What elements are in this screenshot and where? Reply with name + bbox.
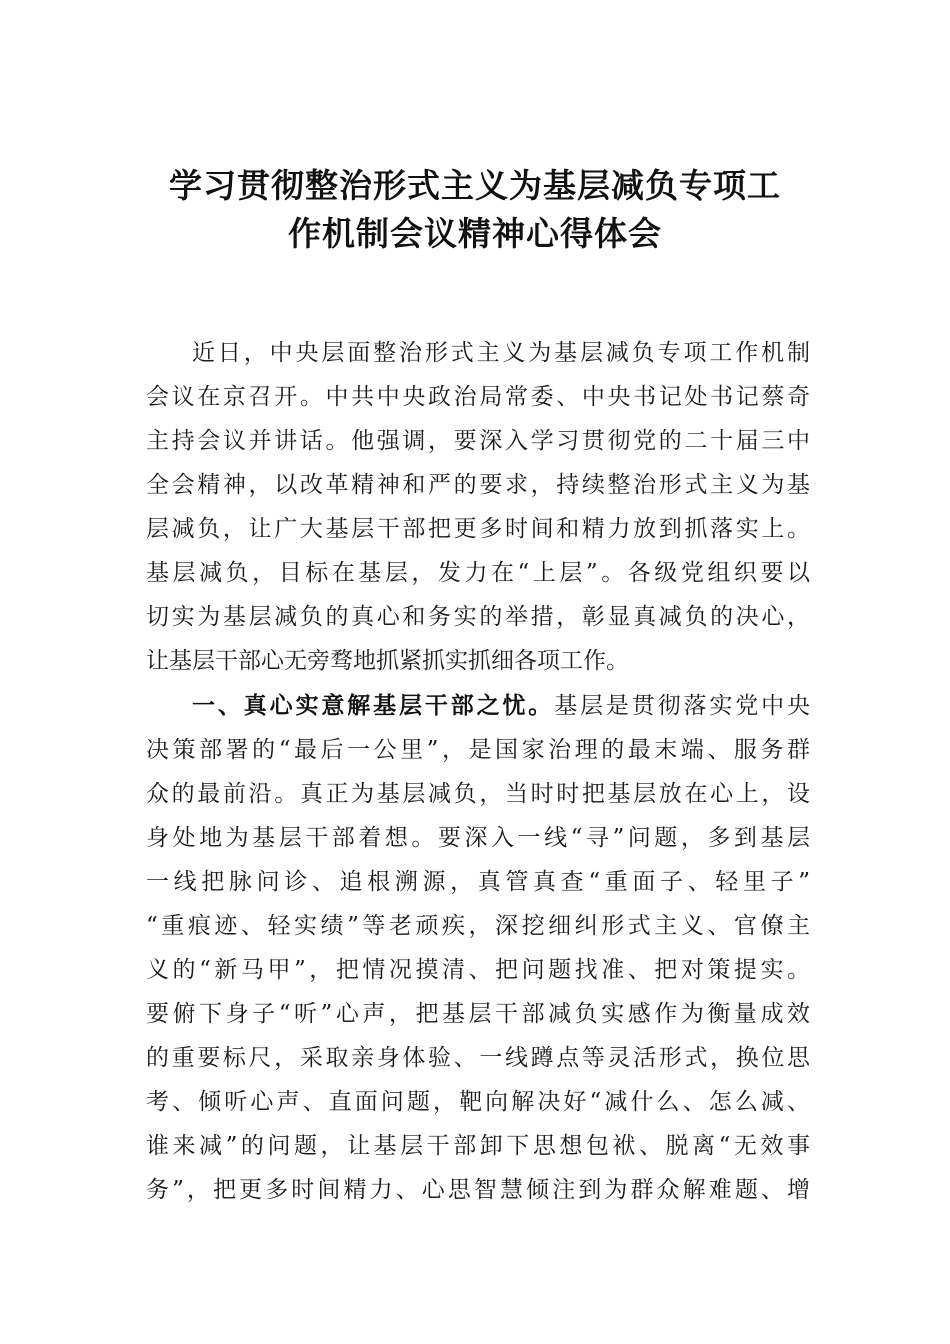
paragraph-1-line: 层减负，让广大基层干部把更多时间和精力放到抓落实上。 [146,516,810,542]
paragraph-1-line: 基层减负，目标在基层，发力在“上层”。各级党组织要以 [146,560,810,586]
section-1-line: “重痕迹、轻实绩”等老顽疾，深挖细纠形式主义、官僚主 [146,913,810,939]
section-1-line: 决策部署的“最后一公里”，是国家治理的最末端、服务群 [146,737,810,763]
section-1-heading: 一、真心实意解基层干部之忧。 [192,693,555,719]
section-1-line: 身处地为基层干部着想。要深入一线“寻”问题，多到基层 [146,825,810,851]
section-1-line: 考、倾听心声、直面问题，靶向解决好“减什么、怎么减、 [146,1089,810,1115]
section-1-line: 务”，把更多时间精力、心思智慧倾注到为群众解难题、增 [146,1177,810,1203]
paragraph-1-line: 让基层干部心无旁骛地抓紧抓实抓细各项工作。 [146,648,629,674]
paragraph-1-line: 切实为基层减负的真心和务实的举措，彰显真减负的决心， [146,604,810,630]
document-title-line-2: 作机制会议精神心得体会 [288,214,662,253]
section-1-line: 要俯下身子“听”心声，把基层干部减负实感作为衡量成效 [146,1001,810,1027]
section-1-line: 的重要标尺，采取亲身体验、一线蹲点等灵活形式，换位思 [146,1045,810,1071]
paragraph-1-line: 会议在京召开。中共中央政治局常委、中央书记处书记蔡奇 [146,384,810,410]
section-1-first-line [192,684,810,728]
paragraph-1-line: 全会精神，以改革精神和严的要求，持续整治形式主义为基 [146,472,810,498]
section-1-line: 众的最前沿。真正为基层减负，当时时把基层放在心上，设 [146,781,810,807]
section-1-line: 谁来减”的问题，让基层干部卸下思想包袱、脱离“无效事 [146,1133,810,1159]
paragraph-1-line: 主持会议并讲话。他强调，要深入学习贯彻党的二十届三中 [146,428,810,454]
section-1-first-line-text: 基层是贯彻落实党中央 [554,693,811,719]
document-title-line-1: 学习贯彻整治形式主义为基层减负专项工 [169,166,781,205]
section-1-line: 义的“新马甲”，把情况摸清、把问题找准、把对策提实。 [146,957,810,983]
section-1-line: 一线把脉问诊、追根溯源，真管真查“重面子、轻里子” [146,869,810,895]
paragraph-1-line: 近日，中央层面整治形式主义为基层减负专项工作机制 [192,340,810,366]
